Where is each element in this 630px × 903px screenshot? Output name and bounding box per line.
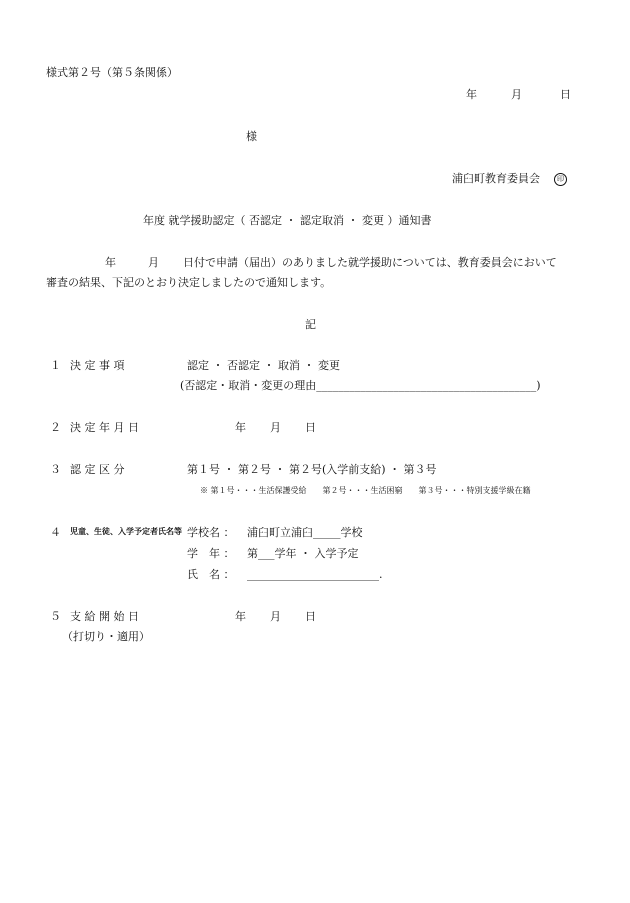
item5-year: 年	[235, 610, 246, 623]
ki-heading: 記	[305, 318, 316, 331]
body-line-2: 審査の結果、下記のとおり決定しましたので通知します。	[46, 276, 332, 289]
item5-sub: （打切り・適用）	[62, 630, 150, 643]
item5-day: 日	[305, 610, 316, 623]
item2-year: 年	[235, 421, 246, 434]
item3-label: 認 定 区 分	[70, 463, 125, 476]
item2-month: 月	[270, 421, 281, 434]
item5-month: 月	[270, 610, 281, 623]
item5-date	[235, 610, 316, 623]
item4-school-label: 学校名 ：	[187, 526, 235, 539]
body-rest: 日付で申請（届出）のありました就学援助については、教育委員会において	[183, 256, 557, 269]
item1-reason: (否認定・取消・変更の理由________________________________________)	[180, 379, 541, 392]
addressee-honorific: 様	[246, 130, 257, 143]
item2-label: 決 定 年 月 日	[70, 421, 139, 434]
item1-label: 決 定 事 項	[70, 359, 125, 372]
item2-day: 日	[305, 421, 316, 434]
item4-grade-label: 学 年 ：	[187, 547, 235, 560]
form-label: 様式第２号（第５条関係）	[46, 66, 178, 79]
item2-date	[235, 421, 316, 434]
item1-options: 認定 ・ 否認定 ・ 取消 ・ 変更	[187, 359, 340, 372]
date-day: 日	[560, 88, 571, 101]
item5-label: 支 給 開 始 日	[70, 610, 139, 623]
date-month: 月	[511, 88, 522, 101]
body-line-1	[105, 256, 557, 269]
body-year: 年	[105, 256, 116, 269]
item4-name-value: ________________________.	[247, 568, 383, 581]
item1-number: １	[50, 359, 61, 372]
item4-grade-value: 第___学年 ・ 入学予定	[247, 547, 359, 560]
body-month: 月	[148, 256, 159, 269]
item4-number: ４	[50, 526, 61, 539]
date-year: 年	[466, 88, 477, 101]
sender-name: 浦臼町教育委員会	[452, 172, 540, 185]
item4-school-value: 浦臼町立浦臼_____学校	[247, 526, 363, 539]
item3-note: ※ 第１号・・・生活保護受給 第２号・・・生活困窮 第３号・・・特別支援学級在籍	[200, 486, 531, 495]
date-line	[466, 88, 571, 101]
item4-name-label: 氏 名 ：	[187, 568, 235, 581]
item3-options: 第１号 ・ 第２号 ・ 第２号(入学前支給) ・ 第３号	[187, 463, 437, 476]
item5-number: ５	[50, 610, 61, 623]
seal-mark: 印	[554, 173, 567, 186]
document-title: 年度 就学援助認定（ 否認定 ・ 認定取消 ・ 変更 ）通知書	[143, 214, 432, 227]
sender	[452, 172, 567, 186]
item4-label: 児童、生徒、入学予定者氏名等	[70, 526, 182, 536]
item3-number: ３	[50, 463, 61, 476]
item2-number: ２	[50, 421, 61, 434]
